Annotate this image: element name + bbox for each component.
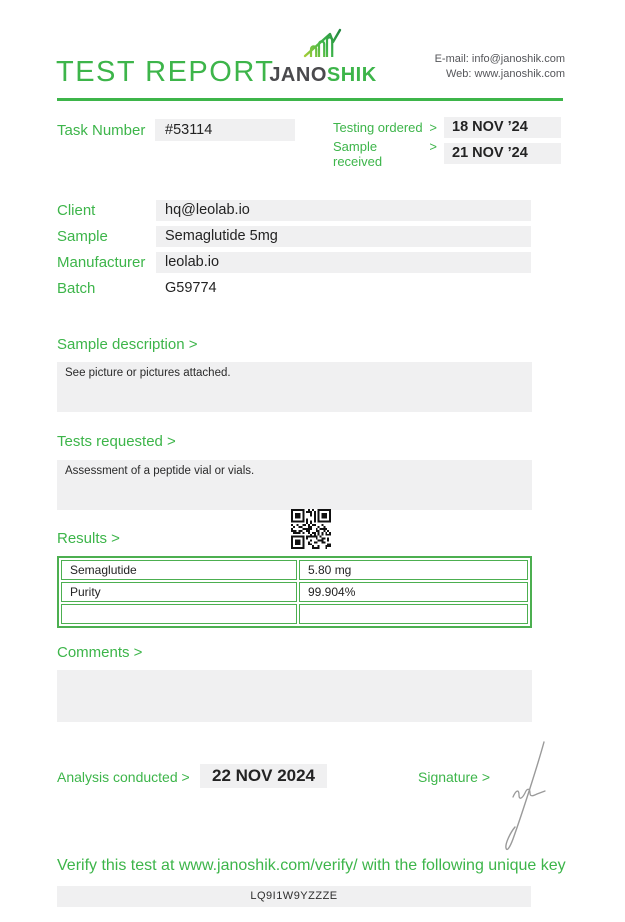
table-row	[61, 604, 528, 624]
page-title: TEST REPORT	[56, 56, 275, 88]
sample-label: Sample	[57, 228, 108, 245]
arrow-glyph: >	[429, 138, 437, 154]
verify-key: LQ9I1W9YZZZE	[57, 886, 531, 907]
logo-text-dark: JANO	[269, 64, 327, 86]
comments-heading: Comments >	[57, 644, 143, 661]
arrow-glyph: >	[429, 120, 437, 135]
task-number-label: Task Number	[57, 122, 146, 139]
verify-instruction: Verify this test at www.janoshik.com/verify/ with the following unique key	[57, 857, 566, 874]
analysis-conducted-label: Analysis conducted >	[57, 769, 190, 785]
testing-ordered-label: Testing ordered >	[333, 120, 437, 135]
table-row	[61, 582, 528, 602]
janoshik-logo	[256, 28, 390, 87]
table-row	[61, 560, 528, 580]
result-value: 5.80 mg	[299, 560, 528, 580]
testing-ordered-date: 18 NOV ’24	[444, 117, 561, 138]
result-value: 99.904%	[299, 582, 528, 602]
result-value	[299, 604, 528, 624]
sample-received-row	[333, 138, 561, 169]
contact-email: E-mail: info@janoshik.com	[434, 53, 565, 65]
header-divider	[57, 98, 563, 101]
qr-code	[291, 509, 331, 549]
batch-label: Batch	[57, 280, 96, 297]
contact-web: Web: www.janoshik.com	[445, 68, 565, 80]
logo-text-green: SHIK	[326, 64, 377, 86]
contact-info	[435, 52, 565, 82]
client-label: Client	[57, 202, 96, 219]
results-table	[57, 556, 532, 628]
manufacturer-label: Manufacturer	[57, 254, 146, 271]
task-number-value: #53114	[155, 119, 295, 141]
sample-received-label: Sample received >	[333, 138, 437, 169]
signature-label: Signature >	[418, 769, 490, 785]
sample-description-heading: Sample description >	[57, 336, 198, 353]
signature-image	[492, 736, 556, 859]
result-name: Purity	[61, 582, 297, 602]
bar-chart-icon	[301, 45, 345, 62]
manufacturer-value: leolab.io	[156, 252, 531, 273]
result-name: Semaglutide	[61, 560, 297, 580]
results-heading: Results >	[57, 530, 120, 547]
testing-ordered-row	[333, 117, 561, 138]
client-value: hq@leolab.io	[156, 200, 531, 221]
logo-wordmark	[256, 64, 390, 87]
tests-requested-box: Assessment of a peptide vial or vials.	[57, 460, 532, 510]
analysis-conducted-date: 22 NOV 2024	[200, 764, 327, 788]
sample-value: Semaglutide 5mg	[156, 226, 531, 247]
batch-value: G59774	[165, 280, 217, 296]
sample-received-date: 21 NOV ’24	[444, 143, 561, 164]
tests-requested-heading: Tests requested >	[57, 433, 176, 450]
comments-box	[57, 670, 532, 722]
result-name	[61, 604, 297, 624]
sample-description-box: See picture or pictures attached.	[57, 362, 532, 412]
